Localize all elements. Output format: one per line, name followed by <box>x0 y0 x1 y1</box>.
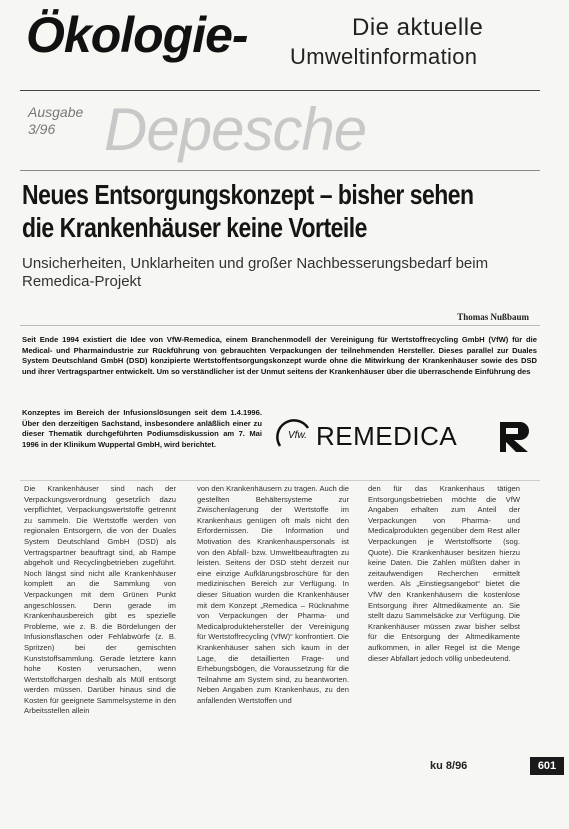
article-author: Thomas Nußbaum <box>457 312 529 322</box>
masthead-title: Ökologie- <box>26 7 248 63</box>
issue-label-line2: 3/96 <box>28 121 56 137</box>
article-column-2 <box>197 484 349 706</box>
article-subheadline: Unsicherheiten, Unklarheiten und großer Nachbesserungsbedarf beim Remedica-Projekt <box>22 255 489 290</box>
remedica-logo-name: REMEDICA <box>316 421 458 451</box>
article-column-1 <box>24 484 176 717</box>
remedica-logo <box>268 412 538 467</box>
vfw-arc-icon <box>274 416 314 456</box>
article-column-3 <box>368 484 520 664</box>
masthead-subtitle-line1: Die aktuelle <box>352 14 484 41</box>
issue-label <box>28 104 83 138</box>
article-headline <box>22 178 474 244</box>
column-2-text: von den Krankenhäusern zu tragen. Auch die gestellten Behältersysteme zur Zwischenlagerung der Wertstoffe im Krankenhaus genügen oft mals nicht den Erfordernissen. Die Information und Motivation des Krankenhauspersonals ist von den Abfall- bzw. Umweltbeauftragten zu leisten. Seitens der DSD steht derzeit nur eine einzige Aufklärungsbroschüre für den medizinischen Bereich zur Verfügung. In dieser Situation wurden die Krankenhäuser mit dem Konzept „Remedica – Rücknahme von Verpackungen der Pharma- und Medicalproduktehersteller der Vereinigung für Wertstoffrecycling (VfW)“ konfrontiert. Die Krankenhäuser sahen sich kaum in der Lage, die detaillierten Frage- und Erhebungsbögen, die Voraussetzung für die Teilnahme am System sind, zu beantworten. Neben Angaben zum Krankenhaus, zu den anfallenden Wertstoffen und <box>197 484 349 705</box>
separator-rule <box>20 325 540 326</box>
depesche-banner: Depesche <box>104 96 367 163</box>
column-1-text: Die Krankenhäuser sind nach der Verpackungsverordnung gesetzlich dazu verpflichtet, Verpackungswertstoffe getrennt zu sammeln. Die Wertstoffe werden von regionalen Entsorgern, die von der Duales System Deutschland GmbH (DSD) als Vertragspartner beauftragt sind, ab Rampe abgeholt und Recyclingbetrieben zugeführt. Noch längst sind nicht alle Krankenhäuser komplett an die Sammlung von Verpackungen mit dem Grünen Punkt angeschlossen. Denn gerade im Krankenhausbereich gibt es spezielle Probleme, wie z. B. die Bördelungen der Infusionsflaschen oder Fehlabwürfe (z. B. Spritzen) bei der gemischten Kunststoffsammlung. Gerade letztere kann hohe Kosten verursachen, wenn Wertstoffchargen deshalb als Müll entsorgt werden müssen. Darüber hinaus sind die Kosten für geeignete Sammelsysteme in den Arbeitsstellen allein <box>24 484 176 716</box>
vfw-logo-text: Vfw. <box>288 430 307 441</box>
issue-label-line1: Ausgabe <box>28 104 84 120</box>
page-number-badge: 601 <box>530 757 564 775</box>
article-lead-continued: Konzeptes im Bereich der Infusionslösungen seit dem 1.4.1996. Über den derzeitigen Sachstand, insbesondere anläßlich einer zu dieser Thematik durchgeführten Podiumsdiskussion am 7. Mai 1996 in der Klinikum Wuppertal GmbH, wird berichtet. <box>22 408 262 449</box>
article-lead: Seit Ende 1994 existiert die Idee von VfW-Remedica, einem Branchenmodell der Vereinigung für Wertstoffrecycling GmbH (VfW) für die Medical- und Pharmaindustrie zur Rückführung von gebrauchten Verpackungen der teilnehmenden Hersteller. Dieses parallel zur Duales System Deutschland GmbH (DSD) konzipierte Wertstoffentsorgungskonzept wurde ohne die Mitwirkung der Krankenhäuser sowie des DSD und ihrer Vertragspartner entwickelt. Um so verständlicher ist der Unmut seitens der Krankenhäuser über die überraschende Einführung des <box>22 335 537 376</box>
masthead-subtitle-line2: Umweltinformation <box>290 44 478 69</box>
footer-issue: ku 8/96 <box>430 760 468 772</box>
column-3-text: den für das Krankenhaus tätigen Entsorgungsbetrieben möchte die VfW Angaben erhalten zum Anteil der Verpackungen von Pharma- und Medicalprodukten gegenüber dem Rest aller Verpackungen je Wertstoffsorte (sog. Quote). Die Krankenhäuser besitzen hierzu keine Daten. Die Zahlen müßten daher in zeitaufwendigen Recherchen ermittelt werden. Als „Einstiegsangebot“ bietet die VfW den Krankenhäusern die kostenlose Entsorgung ihrer Altmedikamente an. Sie stellt dazu Sammelsäcke zur Verfügung. Die Krankenhäuser müssen zwar bisher selbst für die Entsorgung der Altmedikamente aufkommen, in aller Regel ist die Menge dieser Abfallart jedoch völlig unbedeutend. <box>368 484 520 663</box>
mid-rule <box>20 170 540 171</box>
top-rule <box>20 90 540 91</box>
article-headline-text: Neues Entsorgungskonzept – bisher sehen die Krankenhäuser keine Vorteile <box>22 179 474 243</box>
body-rule <box>20 480 540 481</box>
remedica-r-mark-icon <box>496 420 532 454</box>
